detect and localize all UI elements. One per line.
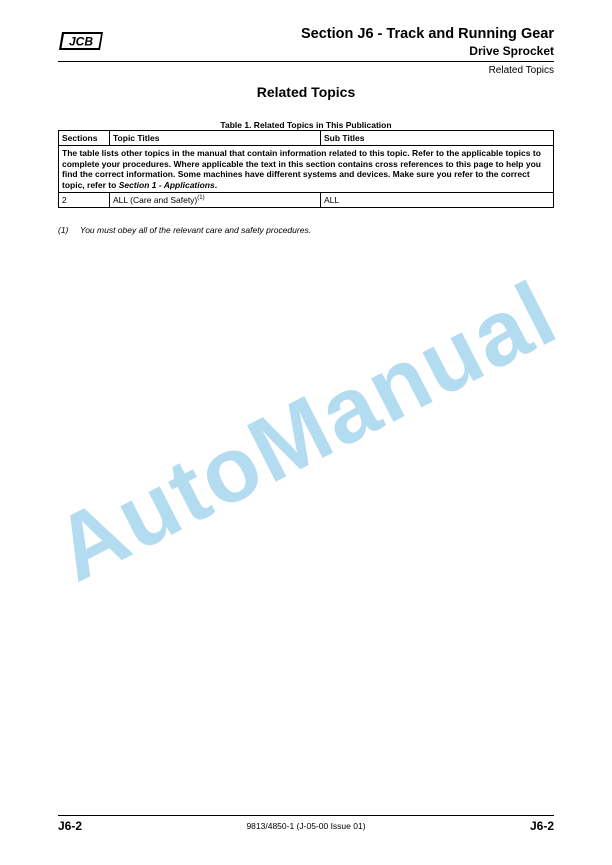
table-intro: [59, 146, 554, 193]
table-caption: Table 1. Related Topics in This Publication: [220, 120, 392, 130]
watermark: AutoManual: [39, 262, 573, 602]
page-number-left: J6-2: [58, 819, 83, 833]
section-title: Section J6 - Track and Running Gear: [300, 26, 554, 42]
col-header-topic-titles: Topic Titles: [110, 131, 321, 146]
table-intro-row: [59, 146, 554, 193]
intro-text: The table lists other topics in the manual that contain information related to this topic. Refer to the applicable topics to complete your procedures. Where applicable the text in this section contains cross references to this page to help you find the correct information. Some machines have different systems and devices. Make sure you refer to the correct topic, refer to: [62, 148, 541, 190]
cell-topic: [110, 193, 321, 208]
page-number-right: J6-2: [529, 819, 554, 833]
header-rule: [58, 61, 554, 62]
intro-end: .: [214, 179, 218, 190]
related-topics-table: [58, 130, 554, 208]
cell-sub-title: ALL: [321, 193, 554, 208]
section-reference-link[interactable]: Section 1 - Applications: [118, 179, 215, 190]
footnote-ref: (1): [197, 195, 205, 202]
table-header-row: [59, 131, 554, 146]
footnote-mark: (1): [58, 225, 69, 235]
topic-title: ALL (Care and Safety): [113, 195, 198, 205]
running-head: Related Topics: [488, 65, 554, 76]
col-header-sections: Sections: [59, 131, 110, 146]
page-title: Related Topics: [256, 84, 356, 100]
footnote-text: You must obey all of the relevant care and safety procedures.: [80, 225, 312, 235]
svg-text:JCB: JCB: [68, 34, 94, 49]
sub-title: Drive Sprocket: [469, 44, 554, 58]
cell-section: 2: [59, 193, 110, 208]
col-header-sub-titles: Sub Titles: [321, 131, 554, 146]
document-reference: 9813/4850-1 (J-05-00 Issue 01): [246, 821, 366, 831]
jcb-logo: [58, 31, 104, 51]
footer-rule: [58, 815, 554, 816]
table-row: [59, 193, 554, 208]
